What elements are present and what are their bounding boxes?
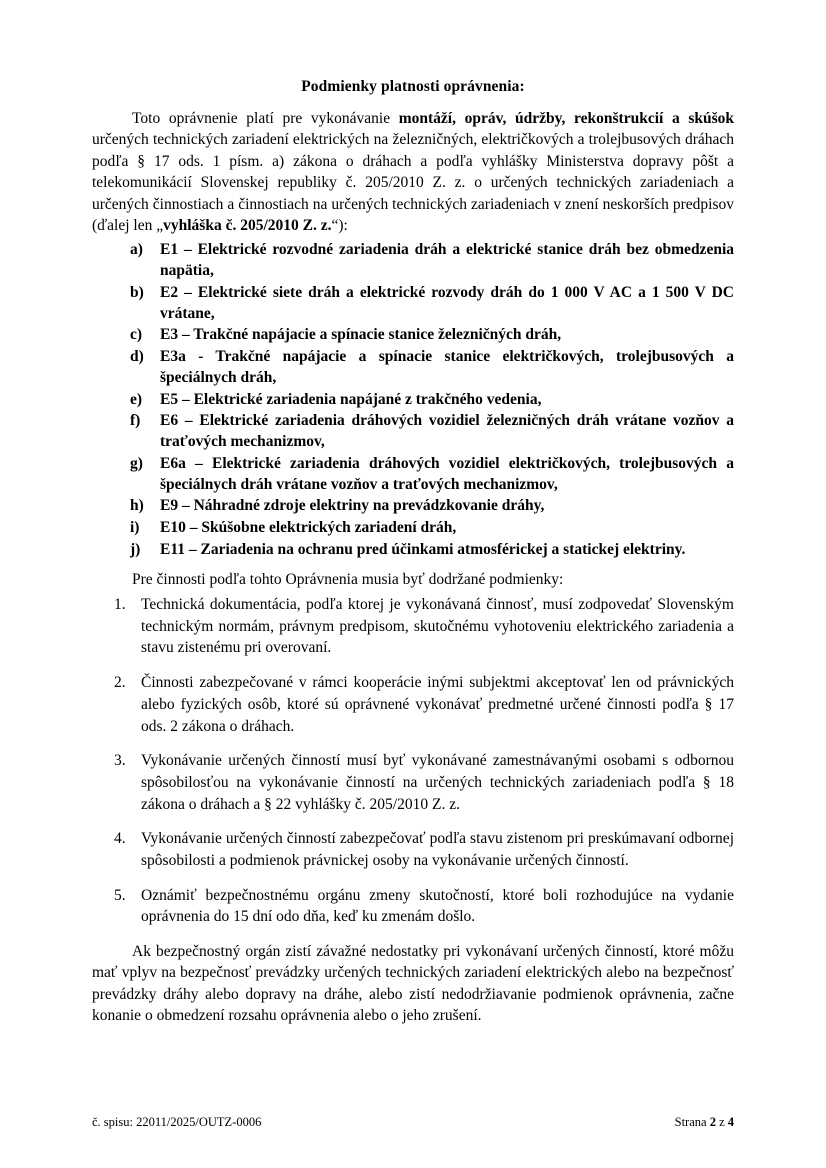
list-item-marker: i) xyxy=(130,519,140,537)
list-item xyxy=(114,885,734,928)
equipment-list xyxy=(92,240,734,560)
list-item xyxy=(130,518,734,539)
list-item-marker: e) xyxy=(130,390,143,408)
footer-total-pages: 4 xyxy=(727,1115,734,1129)
list-item-marker: c) xyxy=(130,326,143,344)
intro-text-part-1: Toto oprávnenie platí pre vykonávanie xyxy=(132,110,399,127)
page-footer xyxy=(92,1115,734,1130)
intro-bold-decree: vyhláška č. 205/2010 Z. z. xyxy=(163,216,332,234)
list-item-label: E10 – Skúšobne elektrických zariadení dráh, xyxy=(160,519,457,537)
list-item-label: E6a – Elektrické zariadenia dráhových vozidiel električkových, trolejbusových a špeciálnych dráh vrátane vozňov a traťových mechanizmov, xyxy=(160,454,734,493)
list-item-label: E1 – Elektrické rozvodné zariadenia dráh a elektrické stanice dráh bez obmedzenia napätia, xyxy=(160,241,734,280)
list-item xyxy=(114,750,734,815)
list-item-marker: g) xyxy=(130,454,143,472)
footer-page-prefix: Strana xyxy=(674,1115,710,1129)
list-item xyxy=(130,347,734,389)
list-item xyxy=(130,325,734,346)
list-item xyxy=(130,240,734,282)
list-item-label: Oznámiť bezpečnostnému orgánu zmeny skutočností, ktoré boli rozhodujúce na vydanie oprávnenia do 15 dní odo dňa, keď ku zmenám došlo. xyxy=(141,886,734,926)
list-item-marker: f) xyxy=(130,412,141,430)
intro-bold-activities: montáží, opráv, údržby, rekonštrukcií a skúšok xyxy=(398,110,734,127)
list-item xyxy=(130,454,734,496)
footer-file-number: č. spisu: 22011/2025/OUTZ-0006 xyxy=(92,1115,262,1129)
list-item xyxy=(114,594,734,659)
closing-paragraph: Ak bezpečnostný orgán zistí závažné nedostatky pri vykonávaní určených činností, ktoré môžu mať vplyv na bezpečnosť prevádzky určených technických zariadení elektrických alebo na bezpečnosť prevádzky dráhy alebo dopravy na dráhe, alebo zistí nedodržiavanie podmienok oprávnenia, začne konanie o obmedzení rozsahu oprávnenia alebo o jeho zrušení. xyxy=(92,943,734,1025)
list-item-marker: a) xyxy=(130,241,143,259)
list-item-marker: 5. xyxy=(114,886,126,904)
list-item-marker: d) xyxy=(130,348,144,366)
list-item-marker: b) xyxy=(130,283,144,301)
footer-page-middle: z xyxy=(715,1115,728,1129)
conditions-list xyxy=(92,594,734,928)
list-item xyxy=(114,828,734,871)
list-item-marker: 3. xyxy=(114,752,126,770)
intro-paragraph xyxy=(92,108,734,236)
intro-text-part-2: určených technických zariadení elektrických na železničných, električkových a trolejbusových dráhach podľa § 17 ods. 1 písm. a) zákona o dráhach a podľa vyhlášky Ministerstva dopravy pôšt a telekomunikácií Slovenskej republiky č. 205/2010 Z. z. o určených technických zariadeniach a určených činnostiach a činnostiach na určených technických zariadeniach v znení neskorších predpisov (ďalej len „ xyxy=(92,131,734,234)
list-item-marker: 4. xyxy=(114,830,126,848)
list-item-label: Činnosti zabezpečované v rámci kooperácie inými subjektmi akceptovať len od právnických alebo fyzických osôb, ktoré sú oprávnené vykonávať predmetné určené činnosti podľa § 17 ods. 2 zákona o dráhach. xyxy=(141,674,734,735)
list-item-marker: 2. xyxy=(114,674,126,692)
list-item-label: Vykonávanie určených činností musí byť vykonávané zamestnávanými osobami s odbornou spôsobilosťou na vykonávanie činností na určených technických zariadeniach podľa § 18 zákona o dráhach a § 22 vyhlášky č. 205/2010 Z. z. xyxy=(141,752,734,813)
list-item xyxy=(114,672,734,737)
list-item-label: E9 – Náhradné zdroje elektriny na prevádzkovanie dráhy, xyxy=(160,497,545,515)
list-item xyxy=(130,496,734,517)
list-item-marker: j) xyxy=(130,540,141,558)
footer-page-number xyxy=(675,1115,734,1130)
list-item xyxy=(130,390,734,411)
list-item xyxy=(130,283,734,325)
list-item-label: E3 – Trakčné napájacie a spínacie stanice železničných dráh, xyxy=(160,326,562,344)
list-item-label: Vykonávanie určených činností zabezpečovať podľa stavu zistenom pri preskúmavaní odbornej spôsobilosti a podmienok právnickej osoby na vykonávanie určených činností. xyxy=(141,830,734,869)
list-item-marker: h) xyxy=(130,497,144,515)
list-item-label: E3a - Trakčné napájacie a spínacie stanice električkových, trolejbusových a špeciálnych dráh, xyxy=(160,348,734,386)
list-item-marker: 1. xyxy=(114,596,126,614)
list-item-label: Technická dokumentácia, podľa ktorej je vykonávaná činnosť, musí zodpovedať Slovenským technickým normám, právnym predpisom, skutočnému vyhotoveniu elektrického zariadenia a stavu zistenému pri overovaní. xyxy=(141,596,734,657)
intro-text-part-3: “): xyxy=(331,216,348,234)
list-item-label: E2 – Elektrické siete dráh a elektrické rozvody dráh do 1 000 V AC a 1 500 V DC vrátane, xyxy=(160,283,734,322)
list-item-label: E5 – Elektrické zariadenia napájané z trakčného vedenia, xyxy=(160,390,542,408)
list-item xyxy=(130,540,734,561)
page-title: Podmienky platnosti oprávnenia: xyxy=(301,78,525,95)
list-item-label: E6 – Elektrické zariadenia dráhových vozidiel železničných dráh vrátane vozňov a traťových mechanizmov, xyxy=(160,412,734,451)
footer-current-page: 2 xyxy=(709,1115,716,1129)
list-item xyxy=(130,411,734,453)
list-item-label: E11 – Zariadenia na ochranu pred účinkami atmosférickej a statickej elektriny. xyxy=(160,540,686,558)
conditions-intro-paragraph: Pre činnosti podľa tohto Oprávnenia musia byť dodržané podmienky: xyxy=(132,570,564,588)
